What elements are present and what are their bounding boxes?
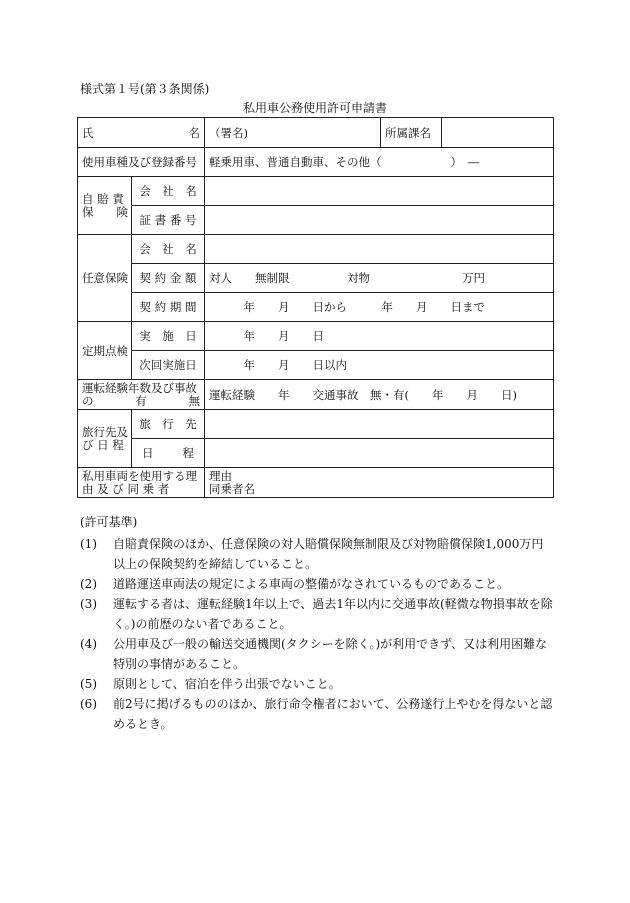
criteria-num: (2) bbox=[80, 577, 97, 591]
criteria-item-6 bbox=[80, 694, 555, 734]
contract-amount-field[interactable]: 対人 無制限 対物 万円 bbox=[205, 264, 554, 293]
dept-label: 所属課名 bbox=[381, 118, 442, 148]
name-field[interactable]: （署名) bbox=[205, 118, 381, 148]
row-name bbox=[78, 118, 554, 148]
criteria-heading: (許可基準) bbox=[80, 515, 138, 529]
criteria-item-2 bbox=[80, 574, 555, 594]
row-reason bbox=[78, 468, 554, 498]
inspection-label: 定期点検 bbox=[78, 322, 132, 380]
row-inspection-done bbox=[78, 322, 554, 351]
name-label-right: 名 bbox=[188, 125, 200, 140]
contract-period-label: 契 約 期 間 bbox=[132, 293, 205, 322]
criteria-text: 運転する者は、運転経験1年以上で、過去1年以内に交通事故(軽微な物損事故を除く。)の前歴のない者であること。 bbox=[113, 597, 553, 631]
passenger-value: 同乗者名 bbox=[209, 481, 255, 496]
criteria-item-5 bbox=[80, 674, 555, 694]
voluntary-company-field[interactable] bbox=[205, 235, 554, 264]
voluntary-company-label: 会 社 名 bbox=[132, 235, 205, 264]
schedule-label-b: 程 bbox=[182, 446, 194, 460]
contract-period-field[interactable]: 年 月 日から 年 月 日まで bbox=[205, 293, 554, 322]
row-inspection-next bbox=[78, 351, 554, 380]
destination-field[interactable] bbox=[205, 410, 554, 439]
criteria-text: 道路運送車両法の規定による車両の整備がなされているものであること。 bbox=[113, 577, 510, 591]
jibaiseki-label bbox=[78, 177, 132, 235]
row-voluntary-company bbox=[78, 235, 554, 264]
schedule-label bbox=[132, 439, 205, 468]
certificate-field[interactable] bbox=[205, 206, 554, 235]
schedule-field[interactable] bbox=[205, 439, 554, 468]
criteria-text: 公用車及び一般の輸送交通機関(タクシーを除く。)が利用できず、又は利用困難な特別の事情があること。 bbox=[113, 637, 548, 671]
trip-label-line2: び 日 程 bbox=[82, 437, 124, 452]
driving-label-no: の bbox=[82, 393, 94, 408]
reason-field[interactable] bbox=[205, 468, 554, 498]
vehicle-label: 使用車種及び登録番号 bbox=[78, 148, 205, 177]
criteria-item-1 bbox=[80, 534, 555, 574]
row-vehicle bbox=[78, 148, 554, 177]
driving-experience-field[interactable]: 運転経験 年 交通事故 無・有( 年 月 日) bbox=[205, 380, 554, 410]
criteria-text: 前2号に掲げるもののほか、旅行命令権者において、公務遂行上やむを得ないと認めるとき。 bbox=[113, 697, 553, 731]
row-destination bbox=[78, 410, 554, 439]
criteria-item-4 bbox=[80, 634, 555, 674]
next-date-label: 次回実施日 bbox=[132, 351, 205, 380]
criteria-text: 原則として、宿泊を伴う出張でないこと。 bbox=[113, 677, 341, 691]
reason-label bbox=[78, 468, 205, 498]
implemented-date-field[interactable]: 年 月 日 bbox=[205, 322, 554, 351]
criteria-num: (3) bbox=[80, 597, 97, 611]
jibaiseki-company-label: 会 社 名 bbox=[132, 177, 205, 206]
reason-label-line1: 私用車両を使用する理 bbox=[82, 468, 197, 483]
implemented-date-label: 実 施 日 bbox=[132, 322, 205, 351]
criteria-num: (6) bbox=[80, 697, 97, 711]
row-contract-period bbox=[78, 293, 554, 322]
driving-experience-label bbox=[78, 380, 205, 410]
criteria-num: (1) bbox=[80, 537, 97, 551]
schedule-label-a: 日 bbox=[142, 446, 154, 460]
permission-criteria bbox=[80, 512, 555, 734]
dept-field[interactable] bbox=[442, 118, 554, 148]
vehicle-field[interactable]: 軽乗用車、普通自動車、その他（ ） ― bbox=[205, 148, 554, 177]
trip-label bbox=[78, 410, 132, 468]
name-label-left: 氏 bbox=[82, 125, 94, 140]
certificate-label: 証 書 番 号 bbox=[132, 206, 205, 235]
jibaiseki-label-line2: 保 険 bbox=[82, 204, 128, 219]
row-driving-experience bbox=[78, 380, 554, 410]
document-title: 私用車公務使用許可申請書 bbox=[242, 101, 387, 115]
criteria-num: (4) bbox=[80, 637, 97, 651]
driving-label-line2 bbox=[82, 395, 200, 408]
voluntary-insurance-label: 任意保険 bbox=[78, 235, 132, 322]
jibaiseki-label-line1: 自 賠 責 bbox=[82, 191, 124, 206]
criteria-num: (5) bbox=[80, 677, 97, 691]
next-date-field[interactable]: 年 月 日以内 bbox=[205, 351, 554, 380]
jibaiseki-company-field[interactable] bbox=[205, 177, 554, 206]
row-jibaiseki-certificate bbox=[78, 206, 554, 235]
row-contract-amount bbox=[78, 264, 554, 293]
driving-label-mu: 無 bbox=[188, 393, 200, 408]
destination-label: 旅 行 先 bbox=[132, 410, 205, 439]
reason-label-line2: 由 及 び 同 乗 者 bbox=[82, 481, 170, 496]
form-number: 様式第１号(第３条関係) bbox=[80, 82, 210, 96]
driving-label-yu: 有 bbox=[135, 393, 147, 408]
criteria-text: 自賠責保険のほか、任意保険の対人賠償保険無制限及び対物賠償保険1,000万円以上の保険契約を締結していること。 bbox=[113, 537, 544, 571]
criteria-item-3 bbox=[80, 594, 555, 634]
contract-amount-label: 契 約 金 額 bbox=[132, 264, 205, 293]
driving-label-line1: 運転経験年数及び事故 bbox=[82, 380, 197, 395]
row-jibaiseki-company bbox=[78, 177, 554, 206]
reason-value: 理由 bbox=[209, 468, 232, 483]
application-form-table bbox=[77, 117, 554, 498]
trip-label-line1: 旅行先及 bbox=[82, 424, 128, 439]
name-label-cell bbox=[78, 118, 205, 148]
row-schedule bbox=[78, 439, 554, 468]
